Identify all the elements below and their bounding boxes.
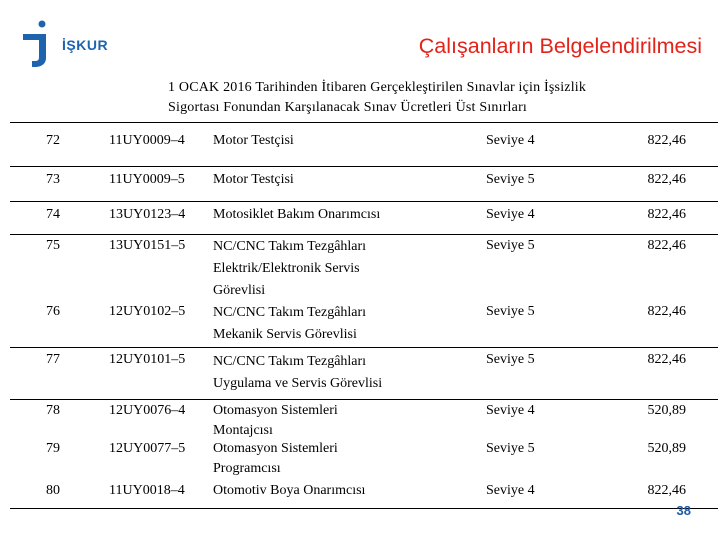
- qualification-title: Motosiklet Bakım Onarımcısı: [213, 207, 381, 222]
- subtitle-line-1: 1 OCAK 2016 Tarihinden İtibaren Gerçekleştirilen Sınavlar için İşsizlik: [168, 80, 587, 95]
- table-row: [10, 347, 718, 400]
- qualification-level: Seviye 4: [486, 483, 535, 498]
- qualification-code: 12UY0102–5: [109, 304, 186, 319]
- page-title: Çalışanların Belgelendirilmesi: [418, 34, 702, 58]
- qualification-title: Otomasyon Sistemleri Programcısı: [213, 441, 338, 476]
- exam-fee: 822,46: [647, 207, 686, 222]
- qualification-level: Seviye 5: [486, 304, 535, 319]
- qualification-code: 12UY0076–4: [109, 403, 186, 418]
- row-number: 74: [46, 207, 60, 222]
- row-number: 78: [46, 403, 60, 418]
- page-subtitle: [168, 78, 708, 118]
- iskur-logo-mark-icon: [20, 20, 60, 68]
- table-row: [10, 399, 718, 438]
- iskur-logo: [20, 20, 110, 70]
- exam-fee: 822,46: [647, 352, 686, 367]
- exam-fee: 822,46: [647, 133, 686, 148]
- table-row: [10, 234, 718, 302]
- qualification-code: 12UY0077–5: [109, 441, 186, 456]
- row-number: 75: [46, 238, 60, 253]
- qualification-code: 11UY0009–4: [109, 133, 185, 148]
- qualification-level: Seviye 5: [486, 238, 535, 253]
- qualification-title: NC/CNC Takım Tezgâhları Uygulama ve Servis Görevlisi: [213, 354, 383, 391]
- table-row: [10, 166, 718, 202]
- table-row: [10, 437, 718, 479]
- qualification-code: 13UY0151–5: [109, 238, 186, 253]
- qualification-level: Seviye 4: [486, 403, 535, 418]
- qualification-title: Otomasyon Sistemleri Montajcısı: [213, 403, 338, 438]
- row-number: 77: [46, 352, 60, 367]
- subtitle-line-2: Sigortası Fonundan Karşılanacak Sınav Ücretleri Üst Sınırları: [168, 100, 528, 115]
- exam-fee: 822,46: [647, 238, 686, 253]
- exam-fee-table: [10, 122, 718, 509]
- table-row: [10, 201, 718, 235]
- exam-fee: 520,89: [647, 403, 686, 418]
- qualification-title: Motor Testçisi: [213, 172, 294, 187]
- qualification-level: Seviye 5: [486, 441, 535, 456]
- exam-fee: 520,89: [647, 441, 686, 456]
- page-number: 38: [676, 503, 691, 518]
- qualification-level: Seviye 5: [486, 352, 535, 367]
- row-number: 80: [46, 483, 60, 498]
- exam-fee: 822,46: [647, 483, 686, 498]
- qualification-level: Seviye 5: [486, 172, 535, 187]
- table-row: [10, 477, 718, 508]
- table-row: [10, 123, 718, 166]
- qualification-title: NC/CNC Takım Tezgâhları Elektrik/Elektronik Servis Görevlisi: [213, 239, 367, 298]
- qualification-code: 11UY0009–5: [109, 172, 185, 187]
- qualification-code: 11UY0018–4: [109, 483, 185, 498]
- row-number: 72: [46, 133, 60, 148]
- qualification-code: 13UY0123–4: [109, 207, 186, 222]
- row-number: 76: [46, 304, 60, 319]
- row-number: 79: [46, 441, 60, 456]
- qualification-title: Motor Testçisi: [213, 133, 294, 148]
- iskur-logo-text: İŞKUR: [62, 37, 109, 53]
- qualification-level: Seviye 4: [486, 207, 535, 222]
- table-row: [10, 301, 718, 347]
- row-number: 73: [46, 172, 60, 187]
- qualification-title: Otomotiv Boya Onarımcısı: [213, 483, 366, 498]
- exam-fee: 822,46: [647, 304, 686, 319]
- exam-fee: 822,46: [647, 172, 686, 187]
- qualification-code: 12UY0101–5: [109, 352, 186, 367]
- qualification-level: Seviye 4: [486, 133, 535, 148]
- qualification-title: NC/CNC Takım Tezgâhları Mekanik Servis Görevlisi: [213, 305, 367, 342]
